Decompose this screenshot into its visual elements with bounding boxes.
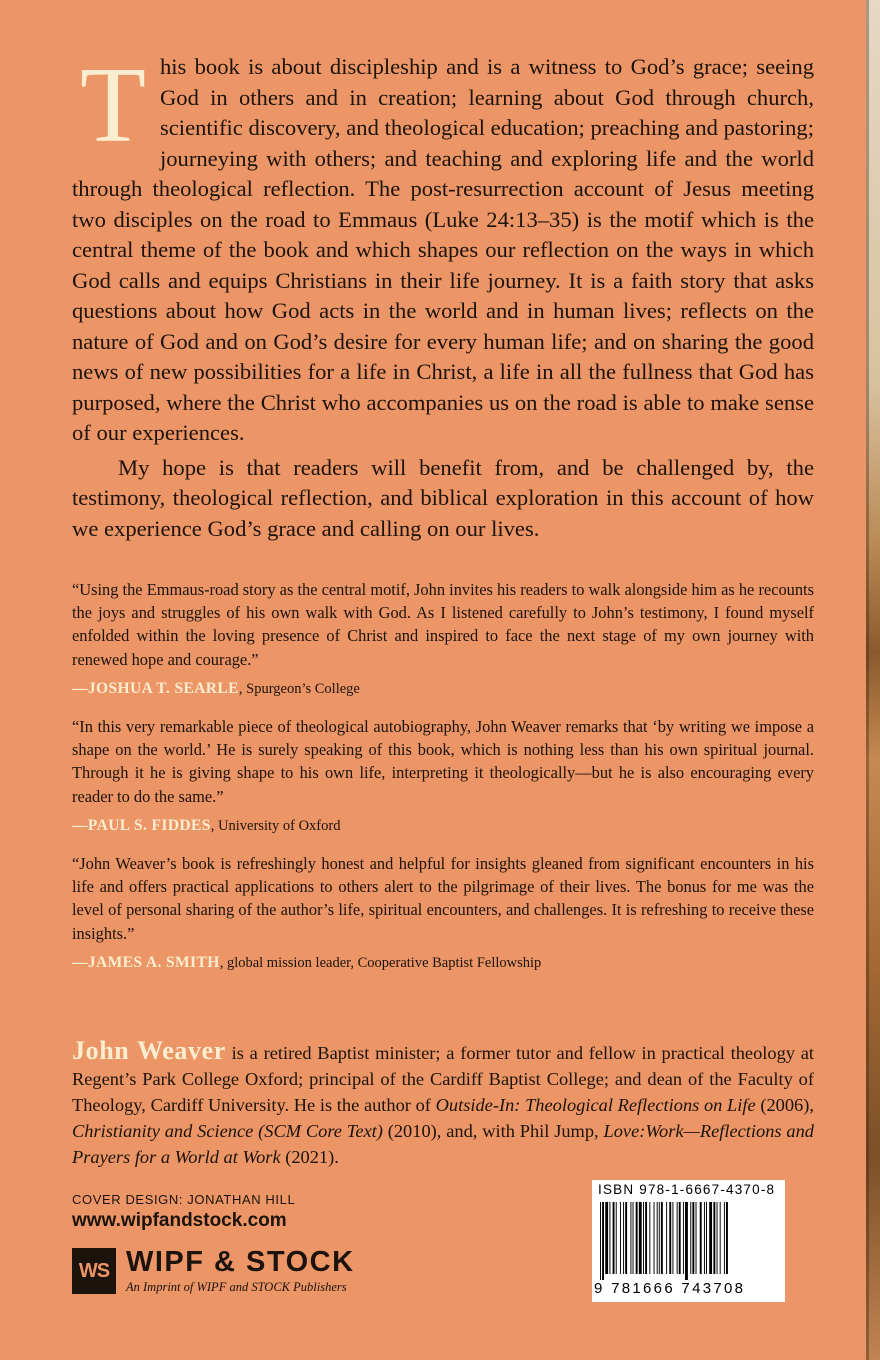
barcode-bar <box>659 1202 660 1274</box>
barcode-bar <box>616 1202 617 1274</box>
endorsement-attribution <box>72 814 814 838</box>
endorsement-quote: “John Weaver’s book is refreshingly honest and helpful for insights gleaned from significant encounters in his life and offers practical applications to others alert to the pilgrimage of their lives. The bonus for me was the level of personal sharing of the author’s life, spiritual encounters, and challenges. It is refreshing to receive these insights.” <box>72 854 814 943</box>
barcode-bar <box>623 1202 624 1274</box>
barcode-bar <box>620 1202 621 1274</box>
endorser-name: —PAUL S. FIDDES <box>72 816 211 834</box>
ws-logo-mark: WS <box>72 1248 116 1294</box>
barcode-bar <box>633 1202 634 1274</box>
barcode-bar <box>649 1202 650 1274</box>
barcode-bar <box>724 1202 725 1274</box>
endorser-name: —JAMES A. SMITH <box>72 953 220 971</box>
barcode-bar <box>672 1202 673 1274</box>
barcode-bar <box>713 1202 715 1274</box>
endorsement-quote: “In this very remarkable piece of theological autobiography, John Weaver remarks that ‘by writing we impose a shape on the world.’ He is surely speaking of this book, which is nothing less than his own spiritual journal. Through it he is giving shape to his own life, interpreting it theologically—but he is also encouraging every reader to do the same.” <box>72 717 814 806</box>
barcode-bar <box>704 1202 705 1274</box>
imprint-line: An Imprint of WIPF and STOCK Publishers <box>126 1280 347 1294</box>
isbn-number: ISBN 978-1-6667-4370-8 <box>598 1182 776 1197</box>
barcode-bar <box>720 1202 721 1274</box>
barcode-bar <box>643 1202 644 1274</box>
bio-text: is a retired Baptist minister; a former tutor and fellow in practical theology at Regent’s Park College Oxford; principal of the Cardiff Baptist College; and dean of the Faculty of Theology, Cardiff University. He is the author of <box>72 1043 814 1116</box>
barcode-bar <box>600 1202 601 1280</box>
barcode-bar <box>661 1202 663 1274</box>
barcode-bar <box>630 1202 631 1274</box>
barcode-bar <box>602 1202 604 1280</box>
endorser-affiliation: , global mission leader, Cooperative Baptist Fellowship <box>219 954 542 971</box>
barcode-bar <box>700 1202 702 1274</box>
barcode-bar <box>683 1202 684 1274</box>
endorser-affiliation: , Spurgeon’s College <box>238 680 360 697</box>
barcode-bar <box>677 1202 678 1274</box>
blurb-paragraph-1-text: his book is about discipleship and is a witness to God’s grace; seeing God in others and in creation; learning about God through church, scientific discovery, and theological education; preaching and pastoring; journeying with others; and teaching and exploring life and the world through theological reflection. The post-resurrection account of Jesus meeting two disciples on the road to Emmaus (Luke 24:13–35) is the motif which is the central theme of the book and which shapes our reflection on the ways in which God calls and equips Christians in their life journey. It is a faith story that asks questions about how God acts in the world and in human lives; reflects on the nature of God and on God’s desire for every human life; and on sharing the good news of new possibilities for a life in Christ, a life in all the fullness that God has purposed, where the Christ who accompanies us on the road is able to make sense of our experiences. <box>72 54 814 445</box>
cover-design-credit: COVER DESIGN: JONATHAN HILL <box>72 1192 296 1207</box>
barcode-bar <box>696 1202 697 1274</box>
bio-text: (2010), and, with Phil Jump, <box>382 1121 604 1142</box>
barcode-bar <box>657 1202 658 1274</box>
publisher-logo <box>72 1248 412 1304</box>
barcode-bar <box>609 1202 610 1274</box>
drop-cap: T <box>80 46 146 165</box>
endorsements <box>72 578 814 989</box>
barcode-bar <box>605 1202 608 1274</box>
endorser-affiliation: , University of Oxford <box>210 817 341 834</box>
blurb-paragraph-2: My hope is that readers will benefit from, and be challenged by, the testimony, theological reflection, and biblical exploration in this account of how we experience God’s grace and calling on our lives. <box>72 454 814 541</box>
barcode-bar <box>645 1202 647 1274</box>
endorsement-attribution <box>72 951 814 975</box>
barcode-bar <box>625 1202 627 1274</box>
barcode-bar <box>654 1202 655 1274</box>
book-title: Outside-In: Theological Reflections on Life <box>435 1095 756 1116</box>
endorsement-quote: “Using the Emmaus-road story as the central motif, John invites his readers to walk alongside him as he recounts the joys and struggles of his own walk with God. As I listened carefully to John’s testimony, I found myself enfolded within the loving presence of Christ and inspired to face the next stage of my own journey with renewed hope and courage.” <box>72 580 814 669</box>
barcode-bar <box>709 1202 712 1274</box>
ean-digits: 9 781666 743708 <box>594 1280 746 1297</box>
bio-text: (2021). <box>280 1147 339 1168</box>
barcode-bar <box>717 1202 718 1274</box>
blurb <box>72 46 814 544</box>
barcode-bar <box>685 1202 688 1280</box>
endorsement-attribution <box>72 677 814 701</box>
author-bio <box>72 1038 814 1170</box>
spine-edge-photo <box>866 0 880 1360</box>
barcode-bar <box>639 1202 642 1274</box>
barcode-bar <box>726 1202 728 1274</box>
barcode-bar <box>613 1202 615 1274</box>
publisher-website[interactable]: www.wipfandstock.com <box>72 1210 287 1231</box>
book-title: Love:Work—Reflections and Prayers for a World at Work <box>72 1121 814 1168</box>
barcode-bars <box>598 1202 779 1282</box>
barcode-bar <box>706 1202 707 1274</box>
barcode-bar <box>669 1202 671 1274</box>
barcode-bar <box>690 1202 691 1274</box>
barcode-bar <box>692 1202 694 1274</box>
book-title: Christianity and Science (SCM Core Text) <box>72 1121 383 1142</box>
endorser-name: —JOSHUA T. SEARLE <box>72 679 239 697</box>
barcode-bar <box>666 1202 667 1274</box>
author-name: John Weaver <box>72 1036 226 1066</box>
blurb-paragraph-1 <box>72 46 814 449</box>
barcode-bar <box>636 1202 638 1274</box>
barcode-bar <box>679 1202 681 1274</box>
publisher-name: WIPF & STOCK <box>126 1246 355 1278</box>
isbn-barcode <box>592 1180 785 1302</box>
bio-text: (2006), <box>755 1095 814 1116</box>
